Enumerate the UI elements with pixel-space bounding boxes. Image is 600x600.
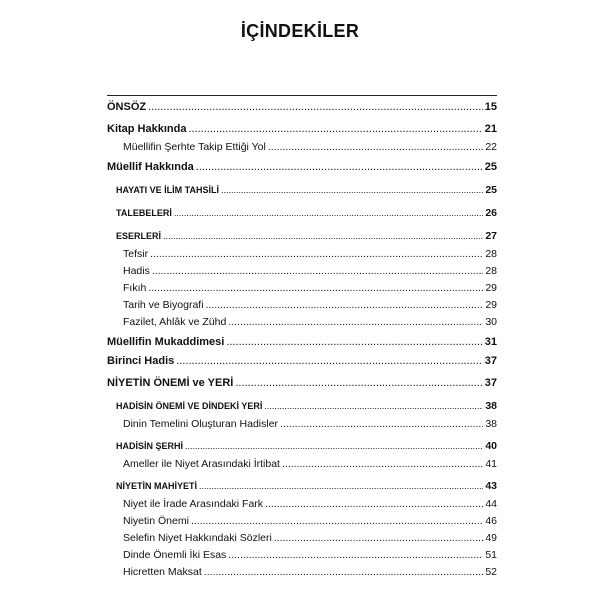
toc-leader-dots: [191, 513, 483, 529]
toc-leader-dots: [235, 375, 482, 391]
toc-entry-page: 28: [485, 265, 497, 277]
toc-entry-niyetin-onemi[interactable]: [123, 513, 497, 529]
toc-entry-page: 38: [485, 400, 497, 412]
toc-entry-dinin-temeli[interactable]: [123, 416, 497, 432]
toc-entry-label: Ameller ile Niyet Arasındaki İrtibat: [123, 458, 280, 470]
toc-entry-label: HADİSİN ÖNEMİ VE DİNDEKİ YERİ: [116, 401, 263, 411]
toc-entry-eserleri[interactable]: [116, 228, 497, 244]
toc-entry-hadis[interactable]: [123, 263, 497, 279]
toc-entry-label: Dinde Önemli İki Esas: [123, 549, 227, 561]
toc-leader-dots: [199, 478, 483, 494]
toc-leader-dots: [204, 564, 484, 580]
toc-entry-label: Niyet ile İrade Arasındaki Fark: [123, 498, 264, 510]
toc-entry-page: 31: [484, 336, 497, 348]
toc-leader-dots: [148, 99, 483, 115]
toc-entry-serhte-takip[interactable]: [123, 139, 497, 155]
toc-entry-label: Kitap Hakkında: [107, 123, 187, 135]
toc-entry-label: HAYATI VE İLİM TAHSİLİ: [116, 185, 220, 195]
toc-entry-page: 46: [485, 515, 497, 527]
toc-leader-dots: [174, 205, 483, 221]
toc-entry-page: 29: [485, 282, 497, 294]
toc-entry-label: Müellifin Mukaddimesi: [107, 336, 225, 348]
toc-leader-dots: [185, 438, 483, 454]
toc-leader-dots: [148, 280, 483, 296]
toc-entry-page: 52: [485, 566, 497, 578]
toc-entry-birinci-hadis[interactable]: [107, 353, 497, 369]
toc-entry-fikih[interactable]: [123, 280, 497, 296]
toc-entry-onsoz[interactable]: [107, 99, 497, 115]
toc-entry-page: 30: [485, 316, 497, 328]
toc-leader-dots: [228, 314, 483, 330]
toc-entry-page: 25: [484, 161, 497, 173]
toc-entry-label: Selefin Niyet Hakkındaki Sözleri: [123, 532, 272, 544]
toc-entry-label: Birinci Hadis: [107, 355, 175, 367]
toc-leader-dots: [265, 496, 483, 512]
toc-leader-dots: [206, 297, 484, 313]
toc-entry-tarih[interactable]: [123, 297, 497, 313]
toc-entry-ameller-niyet[interactable]: [123, 456, 497, 472]
toc-entry-selefin-sozleri[interactable]: [123, 530, 497, 546]
toc-entry-hayati[interactable]: [116, 182, 497, 198]
toc-entry-hicretten-maksat[interactable]: [123, 564, 497, 580]
toc-leader-dots: [150, 246, 483, 262]
toc-entry-page: 51: [485, 549, 497, 561]
toc-entry-iki-esas[interactable]: [123, 547, 497, 563]
toc-entry-label: HADİSİN ŞERHİ: [116, 441, 184, 451]
toc-entry-page: 49: [485, 532, 497, 544]
toc-entry-label: Tarih ve Biyografi: [123, 299, 204, 311]
toc-entry-page: 29: [485, 299, 497, 311]
toc-leader-dots: [176, 353, 483, 369]
toc-entry-hadisin-onemi[interactable]: [116, 398, 497, 414]
toc-entry-label: Müellifin Şerhte Takip Ettiği Yol: [123, 141, 266, 153]
toc-leader-dots: [228, 547, 483, 563]
toc-entry-page: 40: [485, 440, 497, 452]
toc-entry-page: 41: [485, 458, 497, 470]
toc-leader-dots: [280, 416, 483, 432]
toc-entry-niyetin-onemi-yeri[interactable]: [107, 375, 497, 391]
toc-entry-page: 22: [485, 141, 497, 153]
toc-leader-dots: [152, 263, 483, 279]
toc-entry-page: 15: [484, 101, 497, 113]
toc-entry-label: Tefsir: [123, 248, 149, 260]
toc-entry-page: 37: [484, 377, 497, 389]
toc-entry-label: Müellif Hakkında: [107, 161, 194, 173]
toc-entry-page: 26: [485, 207, 497, 219]
toc-entry-page: 21: [484, 123, 497, 135]
toc-entry-page: 25: [485, 184, 497, 196]
toc-entry-label: Dinin Temelini Oluşturan Hadisler: [123, 418, 279, 430]
toc-entry-label: Fıkıh: [123, 282, 147, 294]
top-rule: [107, 95, 497, 96]
toc-entry-niyet-irade[interactable]: [123, 496, 497, 512]
toc-entry-kitap-hakkinda[interactable]: [107, 121, 497, 137]
toc-entry-label: ÖNSÖZ: [107, 101, 147, 113]
page-title: İÇİNDEKİLER: [240, 21, 360, 41]
toc-leader-dots: [274, 530, 483, 546]
toc-leader-dots: [264, 398, 483, 414]
toc-entry-page: 43: [485, 480, 497, 492]
toc-entry-label: Hadis: [123, 265, 150, 277]
toc-entry-page: 28: [485, 248, 497, 260]
toc-leader-dots: [221, 182, 483, 198]
toc-entry-page: 44: [485, 498, 497, 510]
toc-entry-page: 38: [485, 418, 497, 430]
toc-leader-dots: [163, 228, 483, 244]
toc-leader-dots: [188, 121, 482, 137]
toc-entry-mukaddime[interactable]: [107, 334, 497, 350]
toc-entry-label: Fazilet, Ahlâk ve Zühd: [123, 316, 227, 328]
toc-entry-label: Niyetin Önemi: [123, 515, 189, 527]
toc-entry-label: NİYETİN ÖNEMİ ve YERİ: [107, 377, 234, 389]
toc-entry-label: Hicretten Maksat: [123, 566, 202, 578]
toc-entry-fazilet[interactable]: [123, 314, 497, 330]
toc-entry-label: NİYETİN MAHİYETİ: [116, 481, 198, 491]
toc-entry-niyetin-mahiyeti[interactable]: [116, 478, 497, 494]
toc-leader-dots: [282, 456, 483, 472]
toc-entry-page: 37: [484, 355, 497, 367]
toc-entry-tefsir[interactable]: [123, 246, 497, 262]
toc-entry-page: 27: [485, 230, 497, 242]
toc-leader-dots: [196, 159, 483, 175]
toc-entry-label: ESERLERİ: [116, 231, 162, 241]
toc-entry-talebeleri[interactable]: [116, 205, 497, 221]
toc-leader-dots: [226, 334, 482, 350]
toc-leader-dots: [268, 139, 484, 155]
toc-entry-hadisin-serhi[interactable]: [116, 438, 497, 454]
toc-entry-label: TALEBELERİ: [116, 208, 172, 218]
toc-entry-muellif-hakkinda[interactable]: [107, 159, 497, 175]
